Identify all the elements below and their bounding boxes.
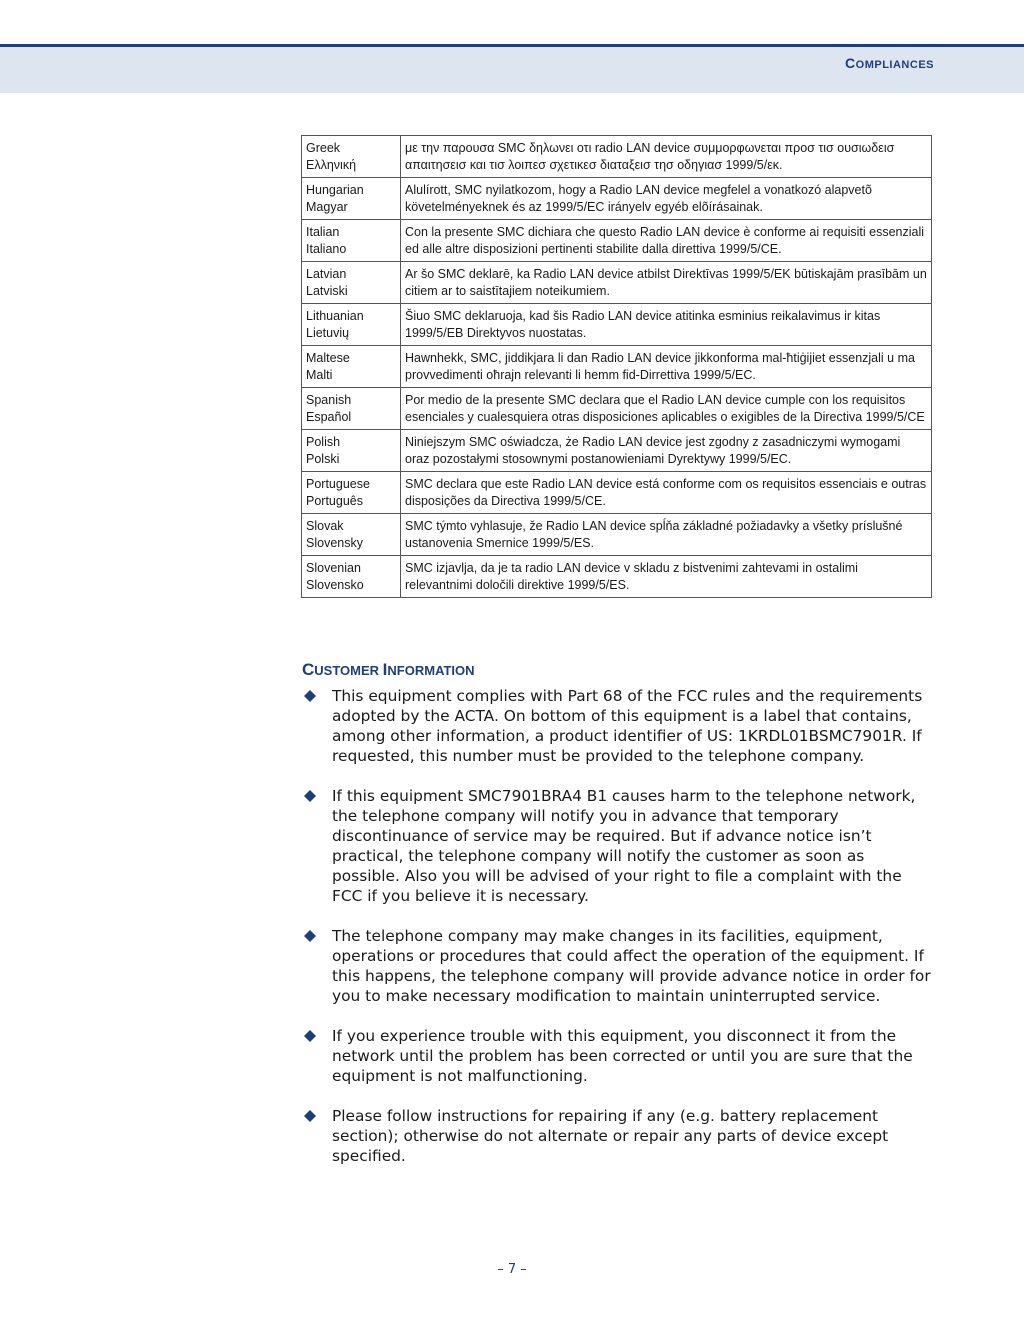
running-header-title bbox=[845, 55, 934, 71]
table-row bbox=[302, 430, 932, 472]
language-cell bbox=[302, 556, 401, 598]
language-cell bbox=[302, 388, 401, 430]
table-row bbox=[302, 220, 932, 262]
language-cell bbox=[302, 514, 401, 556]
language-native: Slovensky bbox=[306, 536, 363, 550]
language-english: Slovenian bbox=[306, 561, 361, 575]
table-row bbox=[302, 514, 932, 556]
language-native: Slovensko bbox=[306, 578, 364, 592]
declaration-text: Šiuo SMC deklaruoja, kad šis Radio LAN device atitinka esminius reikalavimus ir kitas 1999/5/EB Direktyvos nuostatas. bbox=[401, 304, 932, 346]
language-native: Latviski bbox=[306, 284, 348, 298]
declaration-text: SMC declara que este Radio LAN device está conforme com os requisitos essenciais e outras disposições da Directiva 1999/5/CE. bbox=[401, 472, 932, 514]
list-item-text: The telephone company may make changes in its facilities, equipment, operations or procedures that could affect the operation of the equipment. If this happens, the telephone company will provide advance notice in order for you to make necessary modification to maintain uninterrupted service. bbox=[332, 927, 931, 1005]
language-cell bbox=[302, 262, 401, 304]
list-item bbox=[302, 926, 934, 1006]
language-native: Español bbox=[306, 410, 352, 424]
list-item-text: If this equipment SMC7901BRA4 B1 causes harm to the telephone network, the telephone company will notify you in advance that temporary discontinuance of service may be required. But if advance notice isn’t practical, the telephone company will notify the customer as soon as possible. Also you will be advised of your right to file a complaint with the FCC if you believe it is necessary. bbox=[332, 787, 916, 905]
language-cell bbox=[302, 178, 401, 220]
language-native: Português bbox=[306, 494, 363, 508]
customer-information-list bbox=[302, 686, 934, 1186]
declarations-table bbox=[301, 135, 932, 598]
language-cell bbox=[302, 430, 401, 472]
section-title-customer-information bbox=[302, 660, 475, 680]
language-cell bbox=[302, 136, 401, 178]
declaration-text: SMC izjavlja, da je ta radio LAN device v skladu z bistvenimi zahtevami in ostalimi relevantnimi določili direktive 1999/5/ES. bbox=[401, 556, 932, 598]
language-english: Greek bbox=[306, 141, 341, 155]
declaration-text: Con la presente SMC dichiara che questo Radio LAN device è conforme ai requisiti essenziali ed alle altre disposizioni pertinenti stabilite dalla direttiva 1999/5/CE. bbox=[401, 220, 932, 262]
list-item bbox=[302, 1026, 934, 1086]
language-cell bbox=[302, 304, 401, 346]
language-native: Malti bbox=[306, 368, 333, 382]
language-native: Ελληνική bbox=[306, 158, 357, 172]
title-cap-2: I bbox=[382, 660, 388, 679]
declaration-text: Niniejszym SMC oświadcza, że Radio LAN device jest zgodny z zasadniczymi wymogami oraz pozostałymi stosownymi postanowieniami Dyrektywy 1999/5/EC. bbox=[401, 430, 932, 472]
title-cap-1: C bbox=[302, 660, 315, 679]
language-cell bbox=[302, 220, 401, 262]
header-title-cap: C bbox=[845, 55, 856, 71]
declaration-text: SMC týmto vyhlasuje, že Radio LAN device spĺňa základné požiadavky a všetky príslušné ustanovenia Smernice 1999/5/ES. bbox=[401, 514, 932, 556]
diamond-bullet-icon bbox=[304, 1030, 316, 1042]
language-native: Lietuvių bbox=[306, 326, 350, 340]
table-row bbox=[302, 472, 932, 514]
table-row bbox=[302, 136, 932, 178]
diamond-bullet-icon bbox=[304, 790, 316, 802]
language-english: Lithuanian bbox=[306, 309, 364, 323]
table-row bbox=[302, 388, 932, 430]
list-item bbox=[302, 1106, 934, 1166]
language-english: Portuguese bbox=[306, 477, 370, 491]
table-row bbox=[302, 556, 932, 598]
language-english: Latvian bbox=[306, 267, 347, 281]
language-native: Magyar bbox=[306, 200, 348, 214]
declaration-text: με την παρουσα SMC δηλωνει οτι radio LAN device συμμορφωνεται προσ τισ ουσιωδεισ απαιτησεισ και τισ λοιπεσ σχετικεσ διαταξεισ τησ οδηγιασ 1999/5/εκ. bbox=[401, 136, 932, 178]
declaration-text: Alulírott, SMC nyilatkozom, hogy a Radio LAN device megfelel a vonatkozó alapvetõ követelményeknek és az 1999/5/EC irányelv egyéb elõírásainak. bbox=[401, 178, 932, 220]
language-english: Slovak bbox=[306, 519, 344, 533]
declaration-text: Por medio de la presente SMC declara que el Radio LAN device cumple con los requisitos esenciales y cualesquiera otras disposiciones aplicables o exigibles de la Directiva 1999/5/CE bbox=[401, 388, 932, 430]
language-native: Polski bbox=[306, 452, 340, 466]
diamond-bullet-icon bbox=[304, 690, 316, 702]
list-item bbox=[302, 686, 934, 766]
language-english: Polish bbox=[306, 435, 341, 449]
title-rest-1: USTOMER bbox=[314, 663, 383, 678]
diamond-bullet-icon bbox=[304, 1110, 316, 1122]
title-rest-2: NFORMATION bbox=[387, 663, 475, 678]
language-english: Hungarian bbox=[306, 183, 364, 197]
table-row bbox=[302, 346, 932, 388]
list-item-text: If you experience trouble with this equipment, you disconnect it from the network until the problem has been corrected or until you are sure that the equipment is not malfunctioning. bbox=[332, 1027, 913, 1085]
list-item-text: Please follow instructions for repairing if any (e.g. battery replacement section); otherwise do not alternate or repair any parts of device except specified. bbox=[332, 1107, 889, 1165]
diamond-bullet-icon bbox=[304, 930, 316, 942]
table-row bbox=[302, 178, 932, 220]
declaration-text: Hawnhekk, SMC, jiddikjara li dan Radio LAN device jikkonforma mal-ħtiġijiet essenzjali u ma provvedimenti oħrajn relevanti li hemm fid-Dirrettiva 1999/5/EC. bbox=[401, 346, 932, 388]
table-row bbox=[302, 262, 932, 304]
list-item bbox=[302, 786, 934, 906]
language-cell bbox=[302, 346, 401, 388]
language-english: Italian bbox=[306, 225, 340, 239]
language-cell bbox=[302, 472, 401, 514]
language-english: Spanish bbox=[306, 393, 352, 407]
declaration-text: Ar šo SMC deklarē, ka Radio LAN device atbilst Direktīvas 1999/5/EK būtiskajām prasībām un citiem ar to saistītajiem noteikumiem. bbox=[401, 262, 932, 304]
header-title-rest: OMPLIANCES bbox=[855, 59, 934, 71]
header-band bbox=[0, 44, 1024, 93]
page-number: – 7 – bbox=[497, 1262, 527, 1277]
list-item-text: This equipment complies with Part 68 of the FCC rules and the requirements adopted by the ACTA. On bottom of this equipment is a label that contains, among other information, a product identifier of US: 1KRDL01BSMC7901R. If requested, this number must be provided to the telephone company. bbox=[332, 687, 923, 765]
table-row bbox=[302, 304, 932, 346]
language-native: Italiano bbox=[306, 242, 347, 256]
language-english: Maltese bbox=[306, 351, 350, 365]
